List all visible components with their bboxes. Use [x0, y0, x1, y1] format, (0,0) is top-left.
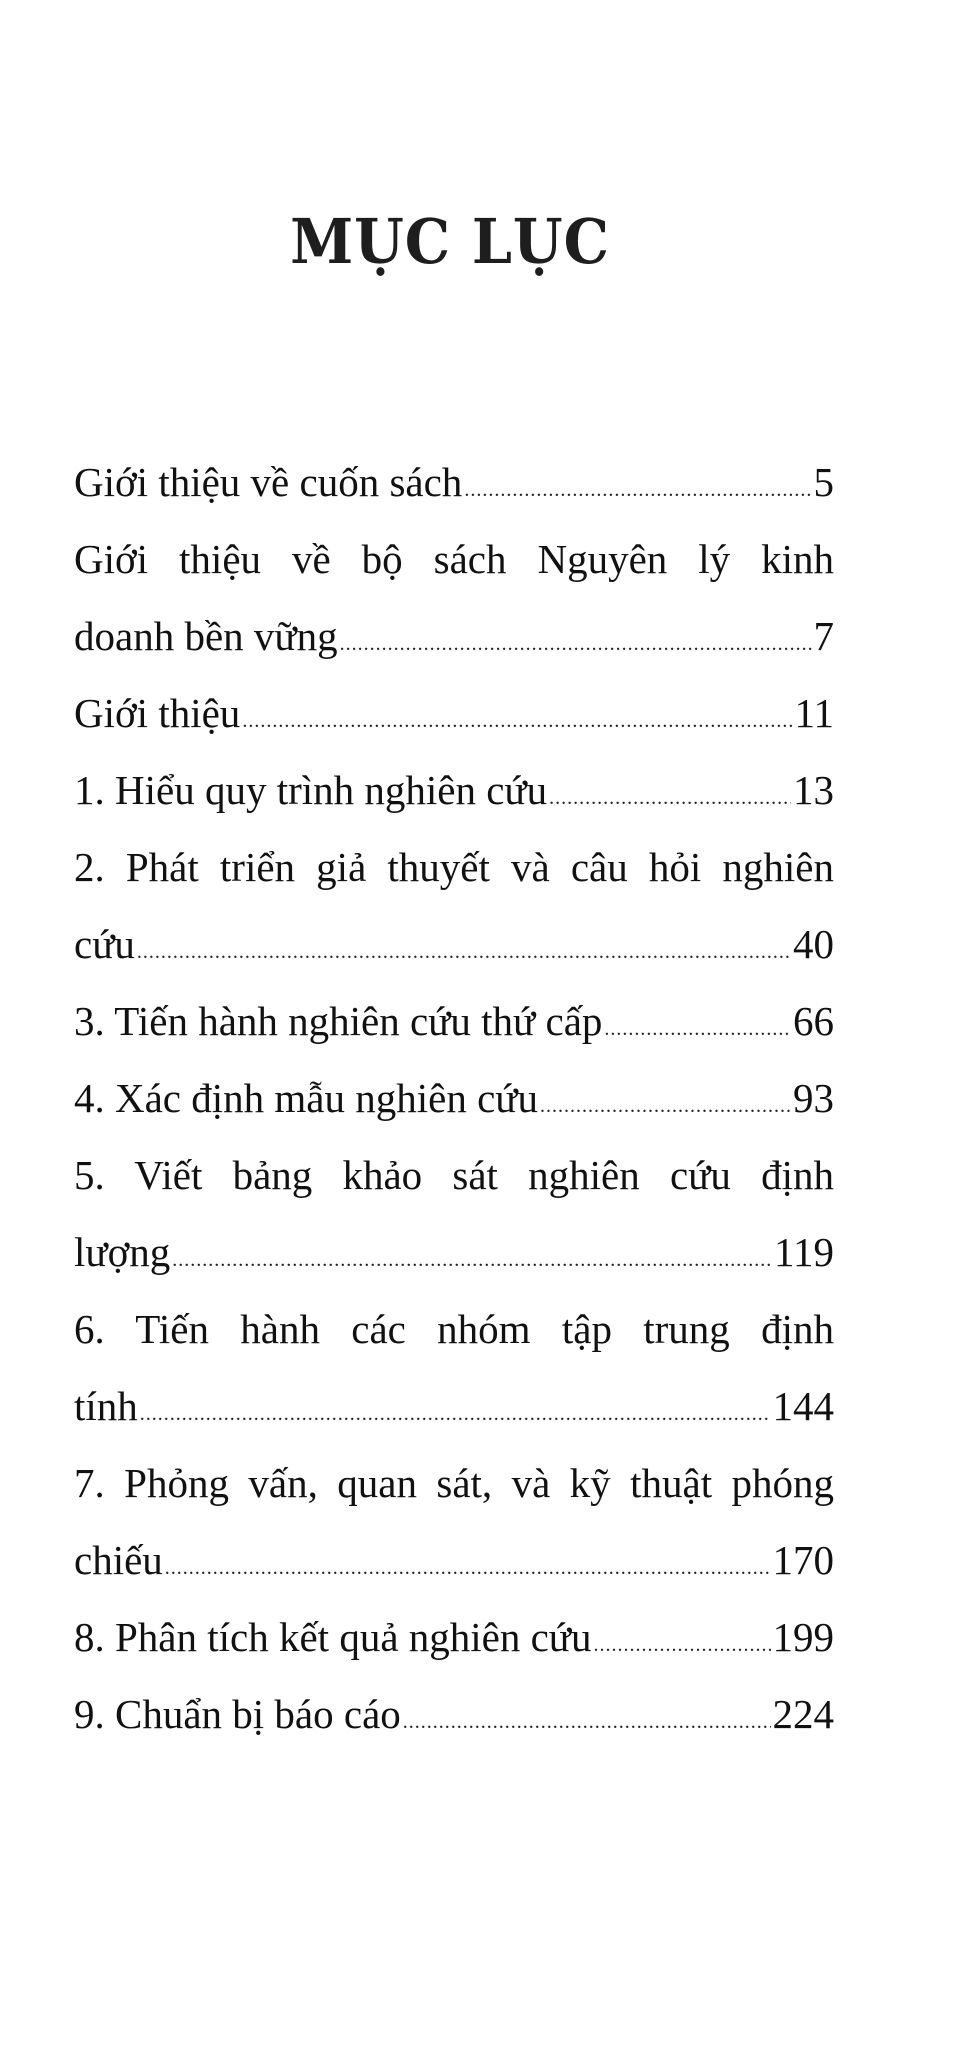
- toc-entry-page: 224: [772, 1691, 834, 1737]
- dot-leader: [540, 1074, 791, 1138]
- toc-entry-title-cont: chiếu: [74, 1537, 163, 1583]
- toc-entry-title: Giới thiệu về bộ sách Nguyên lý kinh: [74, 536, 834, 582]
- table-of-contents: [74, 450, 834, 1759]
- toc-entry-chapter-3[interactable]: [74, 989, 834, 1066]
- toc-entry-title: Giới thiệu về cuốn sách: [74, 459, 463, 505]
- toc-entry-page: 93: [793, 1075, 834, 1121]
- dot-leader: [137, 920, 791, 984]
- toc-entry-chapter-4[interactable]: [74, 1066, 834, 1143]
- toc-entry-page: 119: [774, 1229, 834, 1275]
- toc-entry-title: 5. Viết bảng khảo sát nghiên cứu định: [74, 1152, 834, 1198]
- toc-entry-chapter-5[interactable]: [74, 1143, 834, 1220]
- toc-entry-page: 170: [772, 1537, 834, 1583]
- toc-entry-page: 144: [772, 1383, 834, 1429]
- toc-entry-page: 40: [793, 921, 834, 967]
- page-title: MỤC LỤC: [290, 205, 610, 278]
- dot-leader: [140, 1382, 771, 1446]
- toc-entry-page: 11: [794, 690, 834, 736]
- toc-entry-page: 7: [813, 613, 834, 659]
- dot-leader: [242, 689, 792, 753]
- toc-entry-chapter-2[interactable]: [74, 835, 834, 912]
- toc-entry-intro-series-cont[interactable]: [74, 604, 834, 681]
- toc-entry-intro-series[interactable]: [74, 527, 834, 604]
- toc-entry-title-cont: lượng: [74, 1229, 171, 1275]
- toc-entry-chapter-7-cont[interactable]: [74, 1528, 834, 1605]
- toc-entry-title-cont: tính: [74, 1383, 138, 1429]
- toc-entry-chapter-1[interactable]: [74, 758, 834, 835]
- toc-entry-introduction[interactable]: [74, 681, 834, 758]
- dot-leader: [464, 458, 811, 522]
- toc-entry-title: 6. Tiến hành các nhóm tập trung định: [74, 1306, 834, 1352]
- toc-entry-chapter-6-cont[interactable]: [74, 1374, 834, 1451]
- toc-entry-title: 4. Xác định mẫu nghiên cứu: [74, 1075, 538, 1121]
- toc-entry-title: 3. Tiến hành nghiên cứu thứ cấp: [74, 998, 603, 1044]
- dot-leader: [165, 1536, 771, 1600]
- toc-entry-title: 9. Chuẩn bị báo cáo: [74, 1691, 401, 1737]
- toc-entry-chapter-7[interactable]: [74, 1451, 834, 1528]
- toc-entry-chapter-2-cont[interactable]: [74, 912, 834, 989]
- toc-entry-title: 1. Hiểu quy trình nghiên cứu: [74, 767, 548, 813]
- toc-entry-intro-book[interactable]: [74, 450, 834, 527]
- toc-entry-title: 2. Phát triển giả thuyết và câu hỏi nghiên: [74, 844, 834, 890]
- toc-entry-title-cont: cứu: [74, 921, 135, 967]
- toc-entry-page: 13: [793, 767, 834, 813]
- dot-leader: [594, 1613, 771, 1677]
- toc-entry-page: 66: [793, 998, 834, 1044]
- dot-leader: [403, 1690, 771, 1754]
- toc-entry-page: 199: [772, 1614, 834, 1660]
- dot-leader: [549, 766, 791, 830]
- toc-entry-chapter-8[interactable]: [74, 1605, 834, 1682]
- dot-leader: [604, 997, 791, 1061]
- toc-entry-page: 5: [813, 459, 834, 505]
- toc-entry-title-cont: doanh bền vững: [74, 613, 338, 659]
- dot-leader: [172, 1228, 772, 1292]
- toc-entry-title: Giới thiệu: [74, 690, 241, 736]
- toc-entry-chapter-6[interactable]: [74, 1297, 834, 1374]
- toc-entry-title: 7. Phỏng vấn, quan sát, và kỹ thuật phóng: [74, 1460, 834, 1506]
- toc-entry-chapter-9[interactable]: [74, 1682, 834, 1759]
- dot-leader: [340, 612, 812, 676]
- toc-entry-title: 8. Phân tích kết quả nghiên cứu: [74, 1614, 592, 1660]
- toc-entry-chapter-5-cont[interactable]: [74, 1220, 834, 1297]
